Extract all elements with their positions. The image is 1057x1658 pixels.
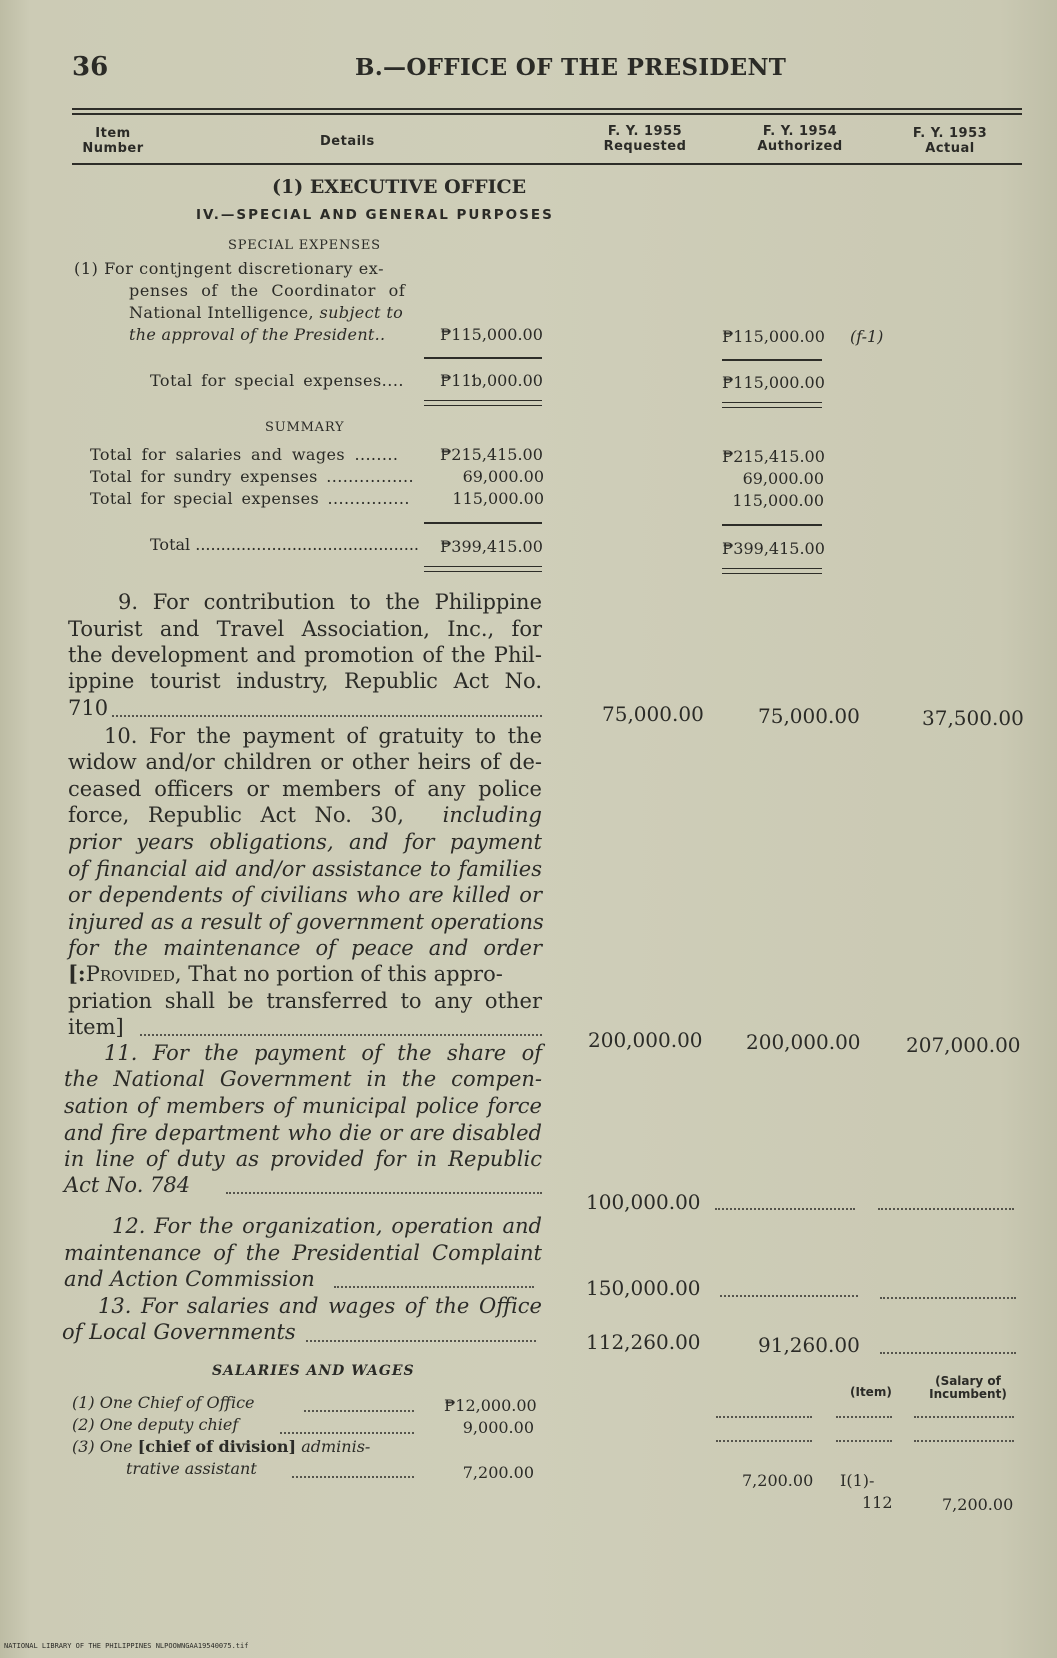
summary-sundry-label: Total for sundry expenses ................ <box>90 467 415 486</box>
item10-line9: for the maintenance of peace and order <box>68 936 542 960</box>
summary-sundry-authorized: 69,000.00 <box>742 469 824 488</box>
double-rule-special <box>424 400 542 406</box>
header-rule-top <box>72 108 1022 110</box>
salary-row2-auth-leader <box>716 1440 812 1442</box>
item10-line3: ceased officers or members of any police <box>68 777 542 801</box>
item10-line4 <box>68 802 542 829</box>
salary-row3-leader <box>292 1476 414 1478</box>
item11-actual-leader <box>878 1208 1014 1210</box>
salary-row3-item <box>840 1470 893 1514</box>
salary-row3-amount: 7,200.00 <box>462 1463 534 1482</box>
header-rule-bottom <box>72 163 1022 165</box>
item9-line3: the development and promotion of the Phil- <box>68 643 542 667</box>
summary-salaries-amount: ₱215,415.00 <box>440 445 543 464</box>
item9-line5: 710 <box>68 696 109 720</box>
item13-authorized: 91,260.00 <box>758 1333 860 1357</box>
special-expenses-label: SPECIAL EXPENSES <box>228 238 381 253</box>
item13-leader <box>306 1340 536 1342</box>
item12-leader <box>334 1286 534 1288</box>
summary-salaries-authorized: ₱215,415.00 <box>722 447 825 466</box>
special-item1-line3b: subject to <box>319 303 404 322</box>
item10-line8: injured as a result of government operations <box>68 910 544 934</box>
total-special-amount: ₱11ƅ,000.00 <box>440 371 543 390</box>
column-header-fy1954 <box>745 124 855 154</box>
item11-line2: the National Government in the compen- <box>64 1067 542 1091</box>
item10-line10c: , That no portion of this appro- <box>174 962 503 986</box>
item10-line11: priation shall be transferred to any other <box>68 989 542 1013</box>
item10-bracket-open: [: <box>68 961 86 986</box>
item9-authorized: 75,000.00 <box>758 704 860 728</box>
special-item1-line4: the approval of the President.. <box>129 325 386 344</box>
item13-actual-leader <box>880 1352 1016 1354</box>
salary-row3-item-line1: I(1)- <box>840 1471 875 1490</box>
item10-line5: prior years obligations, and for payment <box>68 830 542 854</box>
summary-special-label: Total for special expenses ............... <box>90 489 410 508</box>
item9-line4: ippine tourist industry, Republic Act No. <box>68 669 542 693</box>
total-special-authorized: ₱115,000.00 <box>722 373 825 392</box>
item10-line2: widow and/or children or other heirs of de- <box>68 750 542 774</box>
column-header-item-number <box>78 126 148 156</box>
salary-row2-label: (2) One deputy chief <box>72 1415 239 1434</box>
scan-footer: NATIONAL LIBRARY OF THE PHILIPPINES NLPOOWNGAA19540075.tif <box>4 1642 249 1650</box>
item9-line2: Tourist and Travel Association, Inc., for <box>68 617 542 641</box>
special-item1-amount: ₱115,000.00 <box>440 325 543 344</box>
page-number: 36 <box>72 52 109 82</box>
summary-label: SUMMARY <box>265 420 345 435</box>
special-general-purposes-heading: IV.—SPECIAL AND GENERAL PURPOSES <box>196 207 554 223</box>
salary-row3-line2: trative assistant <box>126 1459 257 1478</box>
column-header-fy1953-line2: Actual <box>925 141 975 156</box>
column-salary-line2: Incumbent) <box>929 1387 1007 1401</box>
item13-line2: of Local Governments <box>62 1320 296 1344</box>
item10-line4b: including <box>442 803 542 827</box>
item11-leader <box>226 1192 542 1194</box>
rule-summary-auth <box>722 524 822 526</box>
page-title: B.—OFFICE OF THE PRESIDENT <box>355 54 787 81</box>
summary-total-authorized: ₱399,415.00 <box>722 539 825 558</box>
salary-row3-line1a: (3) One <box>72 1437 133 1456</box>
salary-row3-item-line2: 112 <box>862 1493 893 1512</box>
column-header-fy1955-line1: F. Y. 1955 <box>607 124 683 139</box>
special-item1-line3 <box>129 302 403 324</box>
salary-row3-line1c: adminis- <box>301 1437 371 1456</box>
column-header-details: Details <box>320 134 375 149</box>
salary-row3-salary: 7,200.00 <box>942 1495 1014 1514</box>
salary-row2-item-leader <box>836 1440 892 1442</box>
column-header-fy1955-line2: Requested <box>603 139 687 154</box>
special-item1-authorized: ₱115,000.00 <box>722 327 825 346</box>
column-salary-line1: (Salary of <box>935 1374 1001 1388</box>
salary-row1-leader <box>304 1410 414 1412</box>
salaries-wages-label: SALARIES AND WAGES <box>212 1363 415 1379</box>
column-item-label: (Item) <box>850 1385 892 1399</box>
salary-row2-amount: 9,000.00 <box>462 1418 534 1437</box>
item10-actual: 207,000.00 <box>906 1033 1021 1057</box>
column-header-item-line1: Item <box>95 126 131 141</box>
salary-row2-leader <box>280 1432 414 1434</box>
column-header-fy1953-line1: F. Y. 1953 <box>912 126 988 141</box>
item9-actual: 37,500.00 <box>922 706 1024 730</box>
column-salary-label <box>918 1375 1018 1401</box>
summary-sundry-amount: 69,000.00 <box>462 467 544 486</box>
total-special-label: Total for special expenses.... <box>150 371 405 390</box>
salary-row1-auth-leader <box>716 1416 812 1418</box>
item12-authorized-leader <box>720 1295 858 1297</box>
special-item1-line1: (1) For contjngent discretionary ex- <box>74 259 385 278</box>
column-header-fy1955 <box>590 124 700 154</box>
item11-authorized-leader <box>715 1208 855 1210</box>
item10-leader <box>140 1034 542 1036</box>
double-rule-total <box>424 566 542 572</box>
item11-line6: Act No. 784 <box>64 1173 191 1197</box>
item10-line10 <box>68 961 542 988</box>
item12-requested: 150,000.00 <box>586 1276 701 1300</box>
column-header-fy1953 <box>900 126 1000 156</box>
item10-line12: item] <box>68 1015 124 1039</box>
item12-line2: maintenance of the Presidential Complaint <box>64 1241 542 1265</box>
item10-requested: 200,000.00 <box>588 1028 703 1052</box>
item10-line6: of financial aid and/or assistance to families <box>68 857 542 881</box>
column-header-fy1954-line2: Authorized <box>757 139 843 154</box>
item11-line5: in line of duty as provided for in Republic <box>64 1147 542 1171</box>
item9-requested: 75,000.00 <box>602 702 704 726</box>
salary-row3-line1b: [chief of division] <box>137 1437 297 1456</box>
item13-line1: 13. For salaries and wages of the Office <box>98 1294 542 1318</box>
item12-actual-leader <box>880 1297 1016 1299</box>
item9-line1: 9. For contribution to the Philippine <box>118 590 542 614</box>
item11-requested: 100,000.00 <box>586 1190 701 1214</box>
salary-row3-authorized: 7,200.00 <box>742 1471 814 1490</box>
double-rule-total-auth <box>722 568 822 574</box>
special-item1-line2: penses of the Coordinator of <box>129 281 406 300</box>
column-header-fy1954-line1: F. Y. 1954 <box>762 124 838 139</box>
summary-special-authorized: 115,000.00 <box>732 491 824 510</box>
rule-summary <box>424 522 542 524</box>
salary-row3-line1 <box>72 1436 370 1458</box>
salary-row1-item-leader <box>836 1416 892 1418</box>
salary-row1-salary-leader <box>914 1416 1014 1418</box>
executive-office-heading: (1) EXECUTIVE OFFICE <box>272 176 527 198</box>
item10-line7: or dependents of civilians who are killed or <box>68 883 542 907</box>
item11-line3: sation of members of municipal police force <box>64 1094 542 1118</box>
salary-row1-amount: ₱12,000.00 <box>444 1396 537 1415</box>
item12-line1: 12. For the organization, operation and <box>112 1214 542 1238</box>
item10-line4a: force, Republic Act No. 30, <box>68 803 404 827</box>
item10-authorized: 200,000.00 <box>746 1030 861 1054</box>
item12-line3: and Action Commission <box>64 1267 315 1291</box>
item10-line1: 10. For the payment of gratuity to the <box>104 724 542 748</box>
item11-line1: 11. For the payment of the share of <box>104 1041 542 1065</box>
item13-requested: 112,260.00 <box>586 1330 701 1354</box>
double-rule-special-auth <box>722 402 822 408</box>
summary-salaries-label: Total for salaries and wages ........ <box>90 445 399 464</box>
header-rule-top-2 <box>72 113 1022 115</box>
summary-total-label: Total ............................................ <box>150 535 420 554</box>
item11-line4: and fire department who die or are disabled <box>64 1121 542 1145</box>
special-item1-note: (f-1) <box>850 327 884 346</box>
item10-provided: Provided <box>85 962 175 986</box>
salary-row2-salary-leader <box>914 1440 1014 1442</box>
rule-special-1-auth <box>722 359 822 361</box>
summary-total-amount: ₱399,415.00 <box>440 537 543 556</box>
rule-special-1 <box>424 357 542 359</box>
summary-special-amount: 115,000.00 <box>452 489 544 508</box>
column-header-item-line2: Number <box>82 141 144 156</box>
salary-row1-label: (1) One Chief of Office <box>72 1393 255 1412</box>
item9-leader <box>112 715 542 717</box>
special-item1-line3a: National Intelligence, <box>129 303 314 322</box>
